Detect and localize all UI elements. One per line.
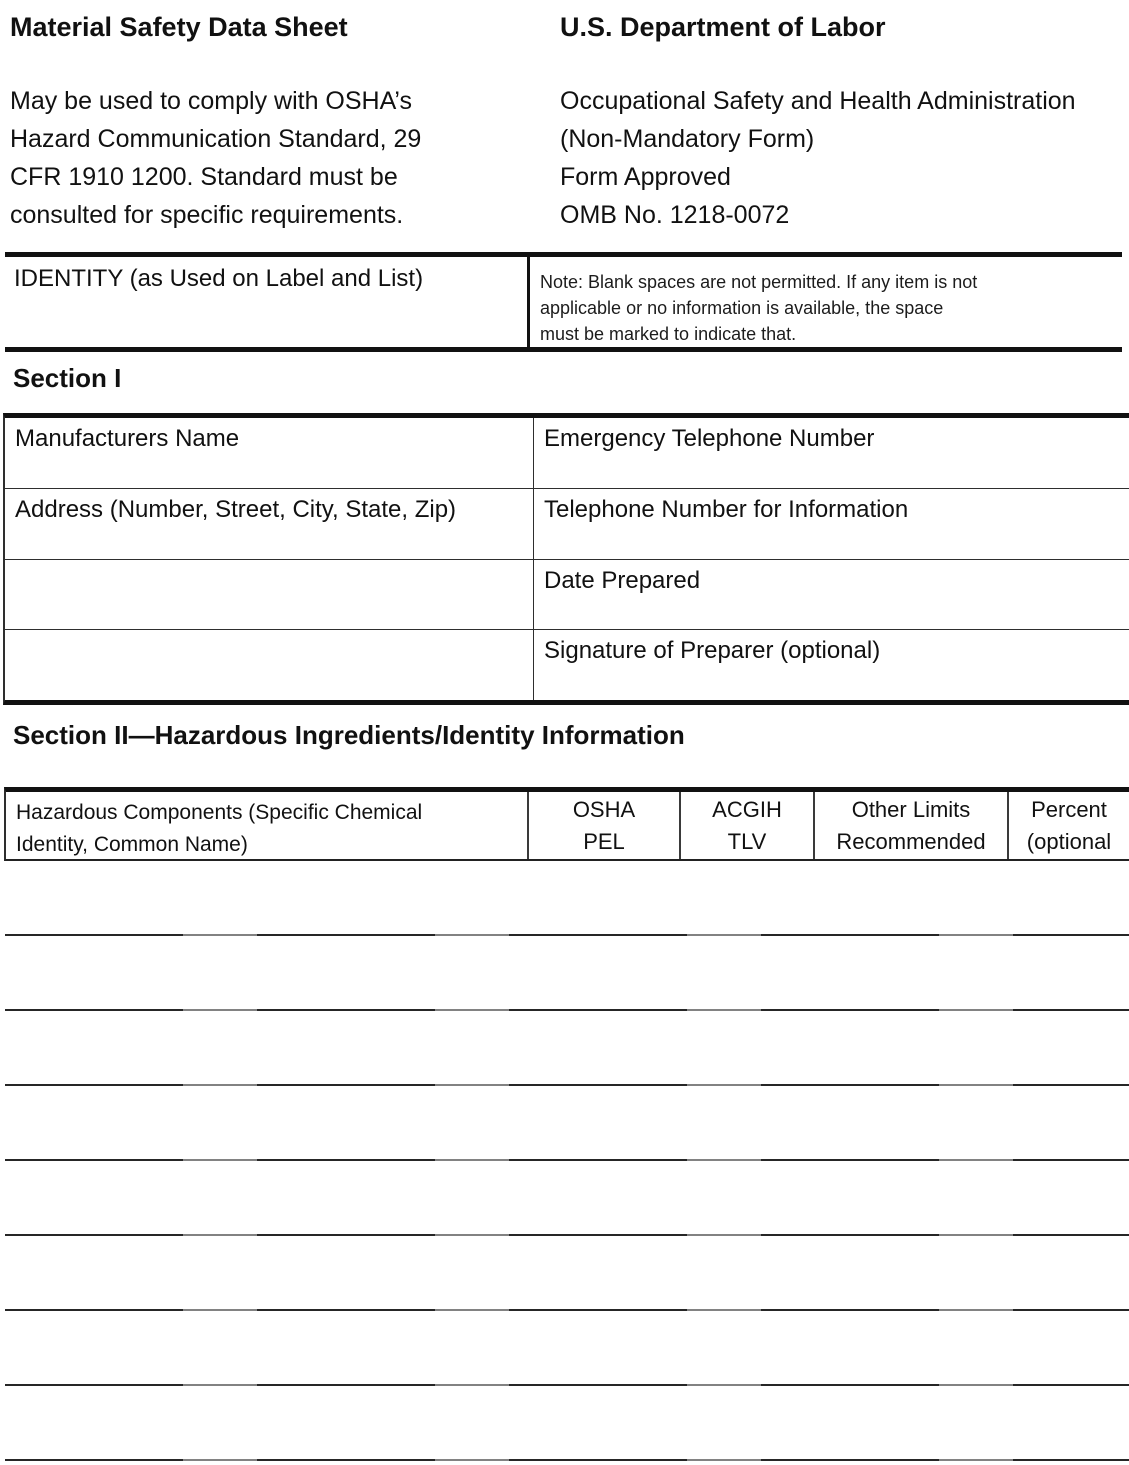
usage-note-line: May be used to comply with OSHA’s [10, 87, 413, 115]
address-blank-cell [5, 630, 533, 700]
section2-title: Section II—Hazardous Ingredients/Identity Information [13, 720, 685, 750]
agency-info [560, 82, 1076, 234]
table-row [5, 630, 1129, 700]
table-row [5, 489, 1129, 560]
col-label-line: Recommended [836, 828, 986, 854]
usage-note-line: CFR 1910 1200. Standard must be [10, 163, 398, 191]
ingredient-blank-row [0, 1161, 1129, 1236]
col-percent-optional [1007, 792, 1129, 859]
ingredient-blank-row [0, 1386, 1129, 1461]
section1-title: Section I [13, 363, 122, 393]
col-label-line: Identity, Common Name) [16, 833, 248, 856]
col-osha-pel [527, 792, 679, 859]
note-line: must be marked to indicate that. [540, 324, 797, 344]
note-line: Note: Blank spaces are not permitted. If any item is not [540, 272, 978, 292]
col-label-line: ACGIH [712, 796, 782, 822]
agency-title: U.S. Department of Labor [560, 12, 886, 42]
agency-info-line: Occupational Safety and Health Administration [560, 87, 1076, 115]
col-other-limits [813, 792, 1007, 859]
col-acgih-tlv [679, 792, 813, 859]
section2-header-row [4, 787, 1129, 861]
usage-note-line: consulted for specific requirements. [10, 201, 404, 229]
date-prepared-label: Date Prepared [533, 560, 1129, 630]
ingredient-blank-row [0, 1311, 1129, 1386]
col-label-line: TLV [727, 828, 767, 854]
table-row [5, 560, 1129, 631]
col-label-line: Other Limits [851, 796, 971, 822]
agency-info-line: (Non-Mandatory Form) [560, 125, 815, 153]
usage-note [10, 82, 421, 234]
ingredient-blank-row [0, 1086, 1129, 1161]
identity-label: IDENTITY (as Used on Label and List) [14, 265, 424, 292]
col-hazardous-components [6, 792, 527, 859]
emergency-telephone-label: Emergency Telephone Number [533, 418, 1129, 488]
agency-info-line: Form Approved [560, 163, 731, 191]
document-title: Material Safety Data Sheet [10, 12, 348, 42]
ingredient-blank-row [0, 936, 1129, 1011]
telephone-info-label: Telephone Number for Information [533, 489, 1129, 559]
usage-note-line: Hazard Communication Standard, 29 [10, 125, 422, 153]
manufacturers-name-label: Manufacturers Name [15, 425, 240, 452]
ingredient-blank-rows [0, 861, 1129, 1461]
address-label: Address (Number, Street, City, State, Zip) [15, 495, 457, 523]
col-label-line: (optional [1026, 828, 1112, 854]
ingredient-blank-row [0, 1236, 1129, 1311]
col-label-line: Hazardous Components (Specific Chemical [16, 801, 423, 824]
agency-info-line: OMB No. 1218-0072 [560, 201, 790, 229]
col-label-line: OSHA [572, 796, 636, 822]
blank-spaces-note [527, 257, 1122, 347]
signature-preparer-label: Signature of Preparer (optional) [533, 630, 1129, 700]
address-blank-cell [5, 560, 533, 630]
ingredient-blank-row [0, 861, 1129, 936]
col-label-line: PEL [583, 828, 625, 854]
col-label-line: Percent [1031, 796, 1107, 822]
section1-table [3, 413, 1129, 705]
table-row [5, 418, 1129, 489]
note-line: applicable or no information is available, the space [540, 298, 944, 318]
identity-row [5, 252, 1122, 352]
ingredient-blank-row [0, 1011, 1129, 1086]
